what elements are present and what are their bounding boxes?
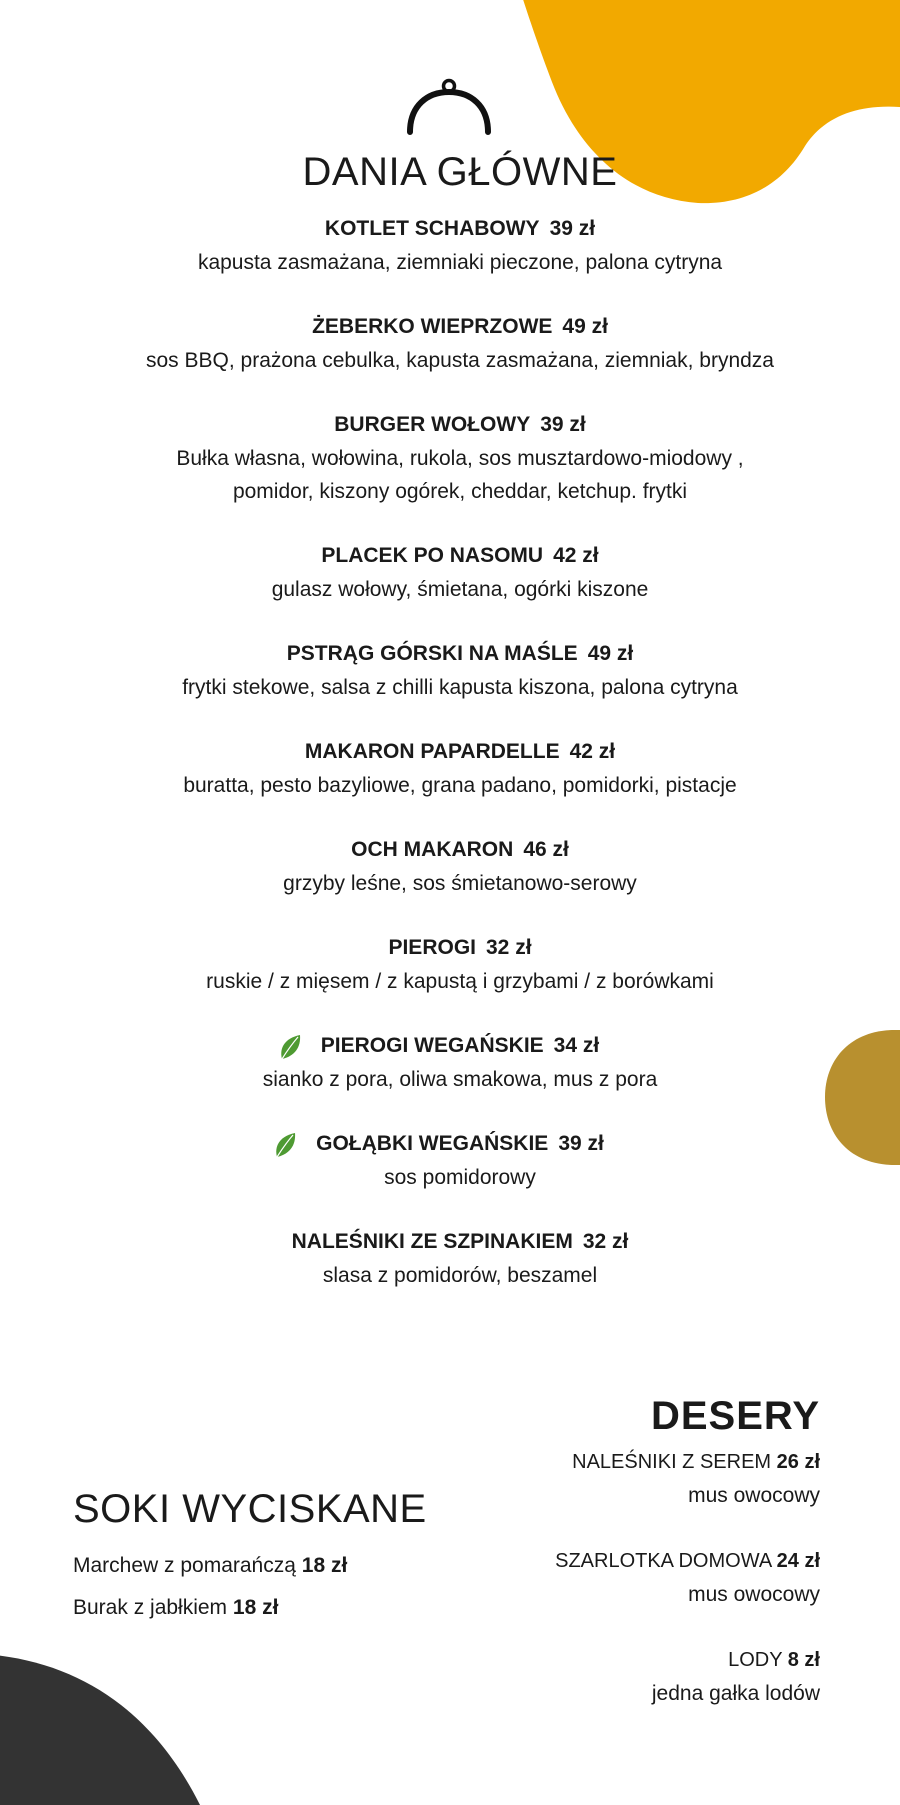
desserts-list bbox=[555, 1446, 820, 1743]
dish-description: ruskie / z mięsem / z kapustą i grzybami / z borówkami bbox=[206, 970, 714, 993]
dish-item bbox=[0, 310, 900, 377]
dish-name: NALEŚNIKI ZE SZPINAKIEM bbox=[291, 1230, 573, 1253]
dish-price: 42 zł bbox=[553, 544, 599, 567]
dessert-description: mus owocowy bbox=[688, 1484, 820, 1507]
dish-description: sos pomidorowy bbox=[384, 1166, 536, 1189]
dish-price: 49 zł bbox=[562, 315, 608, 338]
dish-price: 39 zł bbox=[558, 1132, 604, 1155]
dessert-description: mus owocowy bbox=[688, 1583, 820, 1606]
dish-description: sianko z pora, oliwa smakowa, mus z pora bbox=[262, 1068, 658, 1091]
dish-item bbox=[0, 539, 900, 606]
dessert-price: 26 zł bbox=[776, 1451, 820, 1473]
vegan-leaf-icon bbox=[279, 1034, 301, 1060]
dish-description: gulasz wołowy, śmietana, ogórki kiszone bbox=[271, 578, 649, 601]
dish-heading bbox=[292, 1225, 629, 1259]
dish-item bbox=[0, 1029, 900, 1096]
dark-corner-shape bbox=[0, 1655, 200, 1805]
dish-description: frytki stekowe, salsa z chilli kapusta kiszona, palona cytryna bbox=[182, 676, 738, 699]
dessert-name: SZARLOTKA DOMOWA bbox=[555, 1550, 772, 1572]
dish-heading bbox=[321, 1029, 599, 1063]
dish-price: 49 zł bbox=[587, 642, 634, 665]
dessert-name: NALEŚNIKI Z SEREM bbox=[572, 1451, 772, 1473]
dish-heading bbox=[316, 1127, 604, 1161]
dish-name: ŻEBERKO WIEPRZOWE bbox=[312, 315, 553, 338]
dish-heading bbox=[388, 931, 531, 965]
dessert-price: 8 zł bbox=[787, 1649, 820, 1671]
juice-item bbox=[73, 1545, 347, 1587]
dish-heading bbox=[325, 212, 595, 246]
dish-item bbox=[0, 833, 900, 900]
dish-item bbox=[0, 931, 900, 998]
dessert-heading bbox=[555, 1545, 820, 1578]
dish-heading bbox=[321, 539, 598, 573]
dish-price: 42 zł bbox=[569, 740, 616, 763]
juice-item bbox=[73, 1587, 347, 1629]
dish-description: slasa z pomidorów, beszamel bbox=[322, 1264, 598, 1287]
dish-description: grzyby leśne, sos śmietanowo-serowy bbox=[283, 872, 637, 895]
dish-description: sos BBQ, prażona cebulka, kapusta zasmażana, ziemniak, bryndza bbox=[146, 349, 774, 372]
dish-heading bbox=[334, 408, 586, 442]
juice-name: Burak z jabłkiem bbox=[73, 1596, 228, 1619]
dessert-item bbox=[555, 1446, 820, 1512]
dish-heading bbox=[287, 637, 633, 671]
juices-title: SOKI WYCISKANE bbox=[73, 1487, 427, 1531]
main-dishes-list bbox=[0, 212, 900, 1323]
dish-description: buratta, pesto bazyliowe, grana padano, pomidorki, pistacje bbox=[183, 774, 737, 797]
dish-name: PLACEK PO NASOMU bbox=[321, 544, 544, 567]
dessert-price: 24 zł bbox=[776, 1550, 820, 1572]
dish-name: GOŁĄBKI WEGAŃSKIE bbox=[316, 1132, 549, 1155]
dish-price: 39 zł bbox=[540, 413, 586, 436]
dish-price: 46 zł bbox=[523, 838, 569, 861]
dish-heading bbox=[305, 735, 615, 769]
dish-item bbox=[0, 735, 900, 802]
dish-item bbox=[0, 1127, 900, 1194]
dish-description: kapusta zasmażana, ziemniaki pieczone, palona cytryna bbox=[197, 251, 723, 274]
dessert-name: LODY bbox=[728, 1649, 783, 1671]
dessert-heading bbox=[555, 1644, 820, 1677]
vegan-leaf-icon bbox=[274, 1132, 296, 1158]
dish-price: 34 zł bbox=[553, 1034, 600, 1057]
dish-description: pomidor, kiszony ogórek, cheddar, ketchup. frytki bbox=[232, 480, 688, 503]
dish-item bbox=[0, 408, 900, 508]
dish-heading bbox=[312, 310, 608, 344]
dish-name: OCH MAKARON bbox=[351, 838, 514, 861]
dish-name: BURGER WOŁOWY bbox=[334, 413, 531, 436]
dish-heading bbox=[351, 833, 569, 867]
dish-price: 39 zł bbox=[549, 217, 596, 240]
dessert-item bbox=[555, 1644, 820, 1710]
dish-name: MAKARON PAPARDELLE bbox=[304, 740, 560, 763]
juice-price: 18 zł bbox=[301, 1554, 348, 1577]
main-dishes-title: DANIA GŁÓWNE bbox=[302, 150, 618, 194]
dish-name: PSTRĄG GÓRSKI NA MAŚLE bbox=[286, 642, 578, 665]
dish-description: Bułka własna, wołowina, rukola, sos musztardowo-miodowy , bbox=[176, 447, 744, 470]
juice-price: 18 zł bbox=[232, 1596, 279, 1619]
juices-list bbox=[73, 1545, 347, 1629]
dessert-description: jedna gałka lodów bbox=[651, 1682, 820, 1705]
desserts-title: DESERY bbox=[650, 1394, 820, 1438]
dish-item bbox=[0, 1225, 900, 1292]
dessert-heading bbox=[555, 1446, 820, 1479]
dish-price: 32 zł bbox=[582, 1230, 629, 1253]
juice-name: Marchew z pomarańczą bbox=[73, 1554, 296, 1577]
dish-name: KOTLET SCHABOWY bbox=[324, 217, 540, 240]
dish-item bbox=[0, 637, 900, 704]
dish-item bbox=[0, 212, 900, 279]
dessert-item bbox=[555, 1545, 820, 1611]
dish-price: 32 zł bbox=[486, 936, 532, 959]
dish-name: PIEROGI bbox=[388, 936, 476, 959]
cloche-icon bbox=[405, 78, 493, 138]
dish-name: PIEROGI WEGAŃSKIE bbox=[320, 1034, 544, 1057]
